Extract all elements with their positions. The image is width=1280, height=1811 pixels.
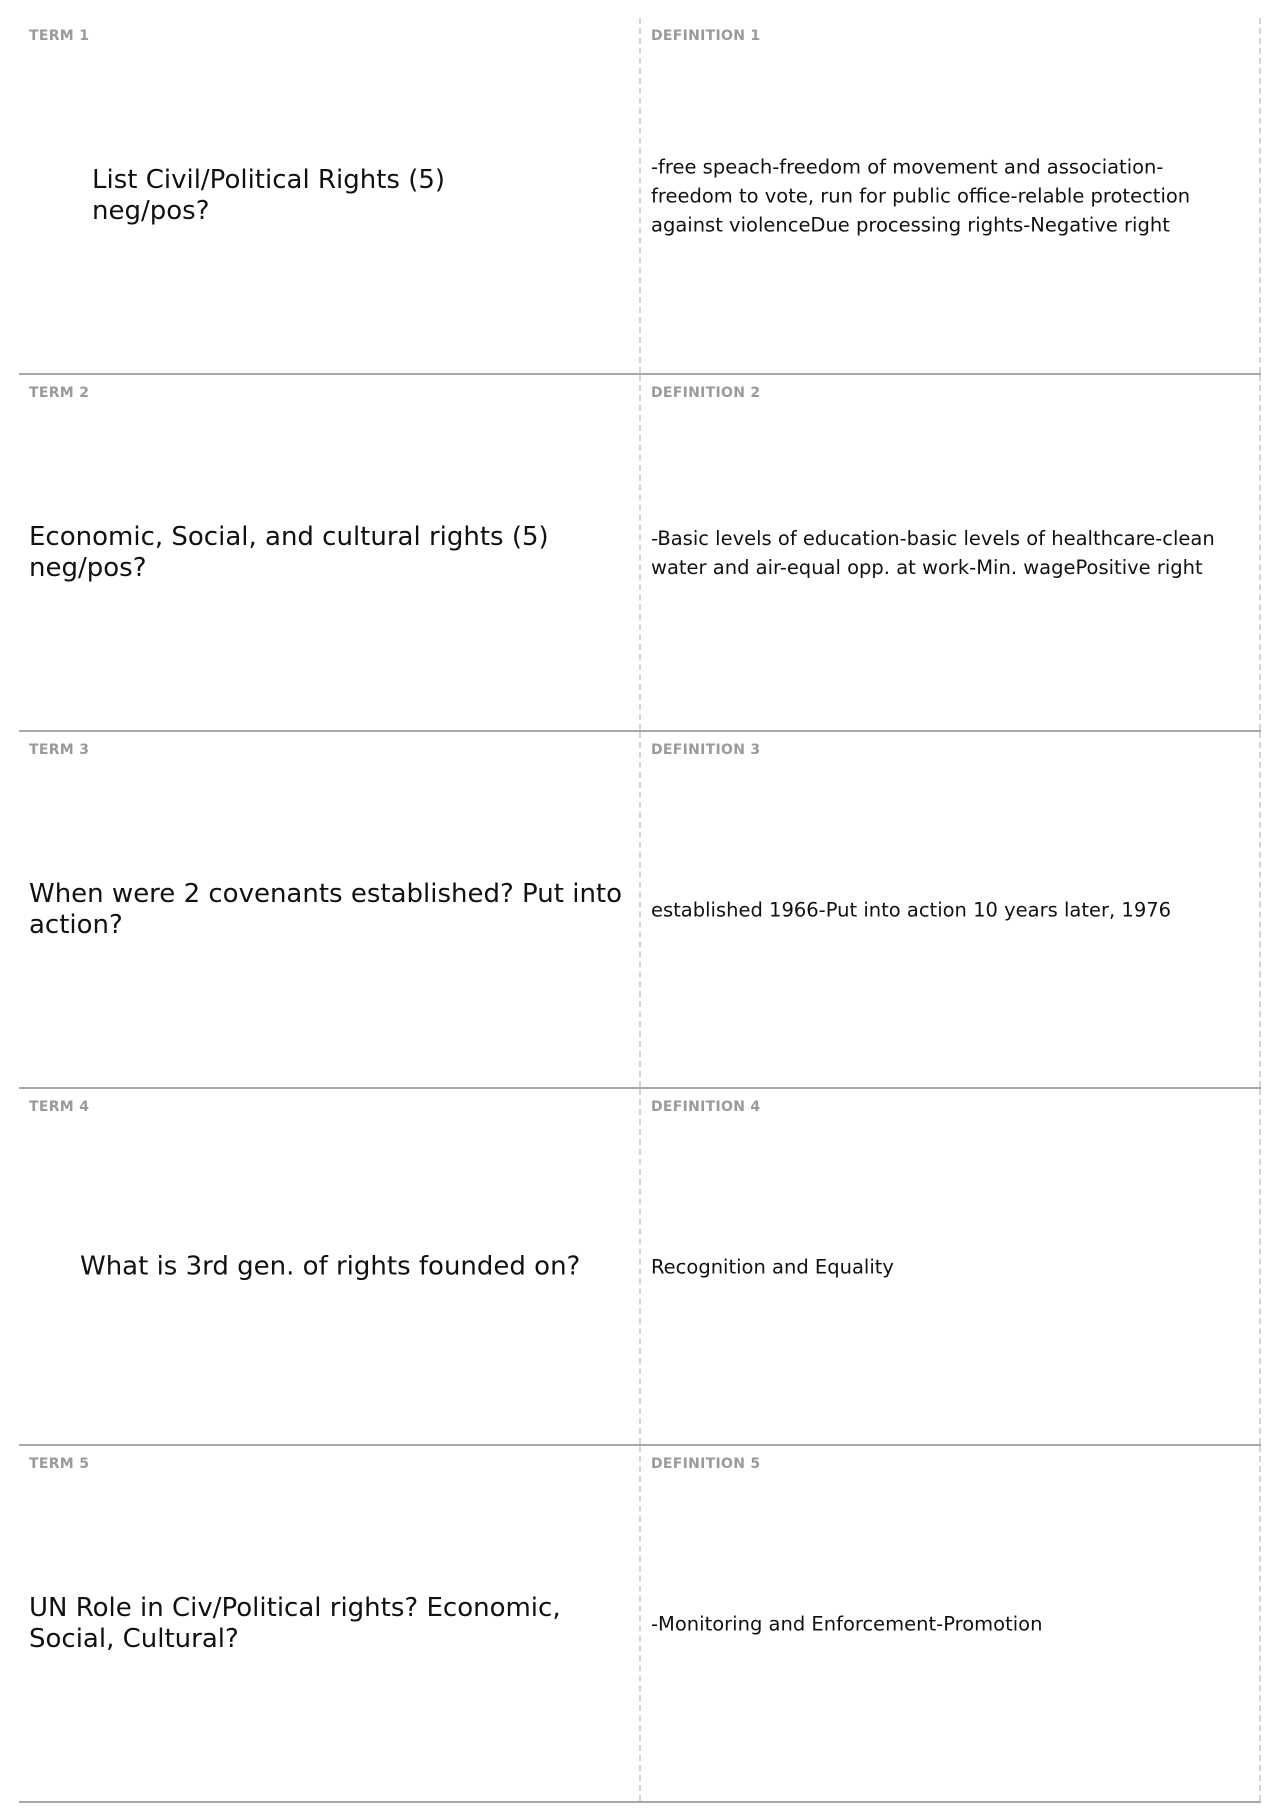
definition-label: DEFINITION 5 (651, 1456, 761, 1472)
definition-text: -Monitoring and Enforcement-Promotion (651, 1612, 1043, 1635)
definition-text: Recognition and Equality (651, 1255, 894, 1278)
term-text: What is 3rd gen. of rights founded on? (80, 1251, 581, 1281)
term-label: TERM 4 (29, 1099, 90, 1115)
definition-text: -free speach-freedom of movement and association-freedom to vote, run for public office-relable protection against violenceDue processing rights-Negative right (651, 155, 1191, 236)
definition-label: DEFINITION 4 (651, 1099, 761, 1115)
term-cell (19, 375, 641, 730)
term-cell (19, 1446, 641, 1801)
flashcard-row (19, 18, 1261, 375)
term-text: Economic, Social, and cultural rights (5) neg/pos? (29, 521, 549, 583)
definition-label: DEFINITION 3 (651, 742, 761, 758)
term-cell (19, 18, 641, 373)
flashcard-row (19, 1446, 1261, 1803)
term-label: TERM 5 (29, 1456, 90, 1472)
flashcard-row (19, 1089, 1261, 1446)
term-label: TERM 3 (29, 742, 90, 758)
term-cell (19, 732, 641, 1087)
flashcard-row (19, 732, 1261, 1089)
term-cell (19, 1089, 641, 1444)
term-label: TERM 2 (29, 385, 90, 401)
definition-cell (641, 732, 1261, 1087)
definition-cell (641, 18, 1261, 373)
definition-text: established 1966-Put into action 10 years later, 1976 (651, 898, 1172, 921)
term-text: When were 2 covenants established? Put into action? (29, 878, 623, 940)
term-label: TERM 1 (29, 28, 90, 44)
definition-cell (641, 375, 1261, 730)
flashcard-sheet (19, 18, 1261, 1803)
definition-cell (641, 1446, 1261, 1801)
term-text: List Civil/Political Rights (5) neg/pos? (92, 164, 446, 226)
definition-label: DEFINITION 1 (651, 28, 761, 44)
term-text: UN Role in Civ/Political rights? Economic, Social, Cultural? (29, 1592, 561, 1654)
definition-text: -Basic levels of education-basic levels of healthcare-clean water and air-equal opp. at work-Min. wagePositive right (651, 526, 1215, 579)
definition-label: DEFINITION 2 (651, 385, 761, 401)
definition-cell (641, 1089, 1261, 1444)
flashcard-row (19, 375, 1261, 732)
